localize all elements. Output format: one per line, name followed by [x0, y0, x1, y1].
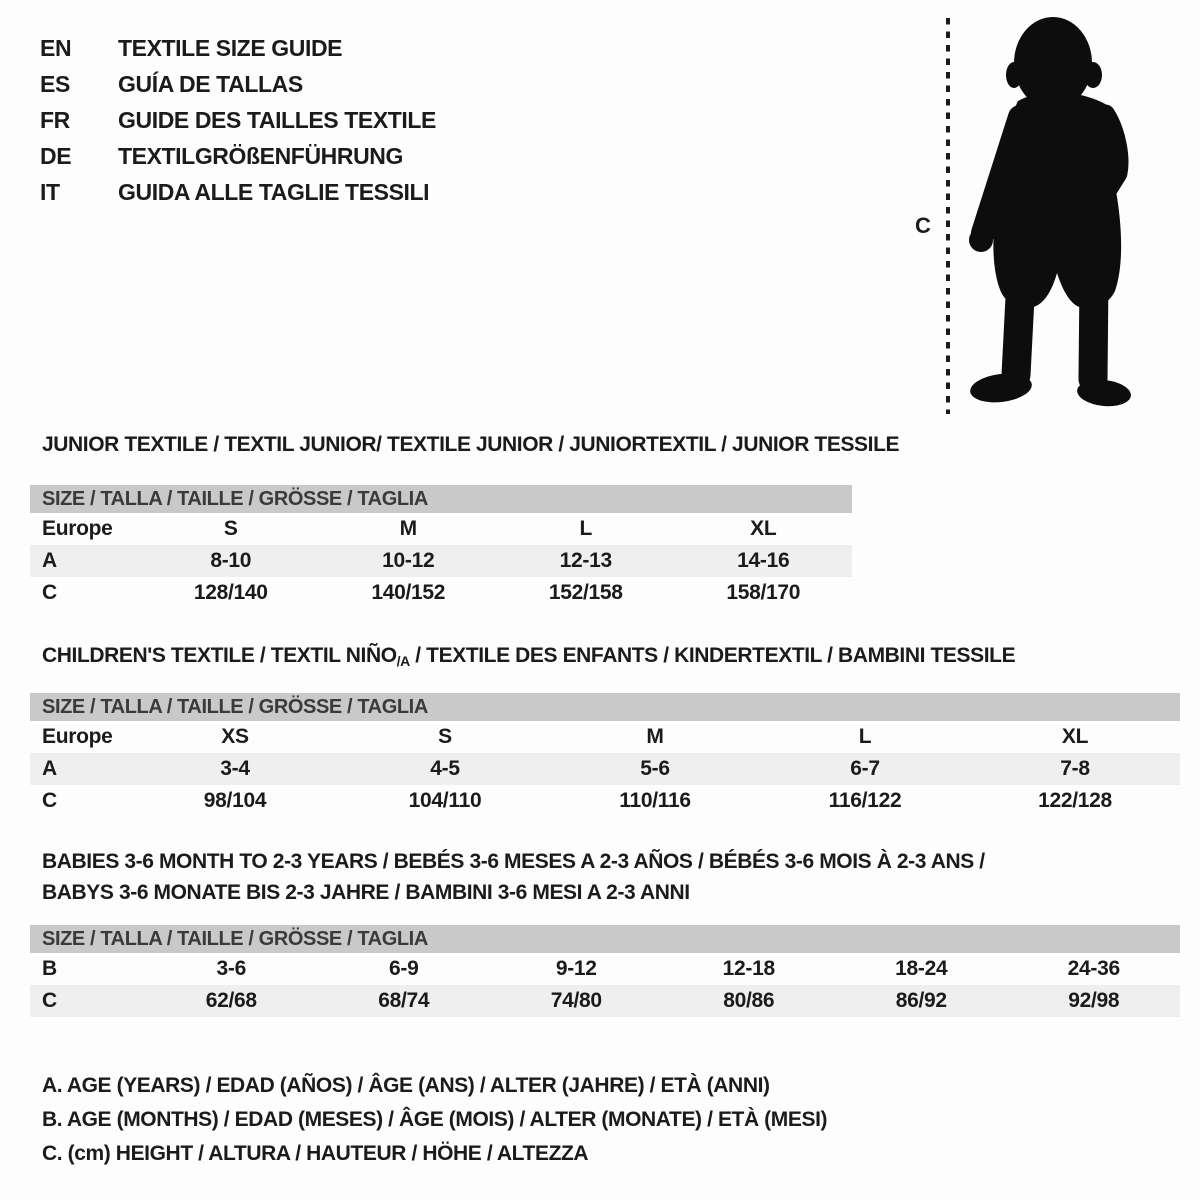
children-section-title: [42, 644, 1015, 669]
value-cell: 86/92: [895, 989, 947, 1012]
size-header-bar: SIZE / TALLA / TAILLE / GRÖSSE / TAGLIA: [30, 485, 852, 513]
size-header-bar: SIZE / TALLA / TAILLE / GRÖSSE / TAGLIA: [30, 925, 1180, 953]
language-title: TEXTILE SIZE GUIDE: [118, 34, 343, 61]
value-cell: M: [646, 725, 664, 748]
legend-note-a: A. AGE (YEARS) / EDAD (AÑOS) / ÂGE (ANS) / ALTER (JAHRE) / ETÀ (ANNI): [42, 1074, 770, 1097]
language-row: [40, 138, 436, 174]
language-code: IT: [40, 178, 60, 205]
language-row: [40, 66, 436, 102]
value-cell: 116/122: [828, 789, 902, 812]
value-cell: S: [223, 517, 238, 540]
language-row: [40, 30, 436, 66]
babies-size-table: [30, 925, 1180, 1017]
value-cell: 24-36: [1067, 957, 1120, 980]
value-cell: 6-7: [850, 757, 880, 780]
junior-size-table: [30, 485, 852, 609]
language-title-list: [40, 30, 436, 210]
value-cell: 4-5: [430, 757, 460, 780]
children-title-subscript: /A: [396, 653, 410, 669]
row-label-cell: B: [42, 957, 57, 980]
language-code: ES: [40, 70, 70, 97]
table-row: [30, 953, 1180, 985]
junior-section-title: JUNIOR TEXTILE / TEXTIL JUNIOR/ TEXTILE JUNIOR / JUNIORTEXTIL / JUNIOR TESSILE: [42, 433, 900, 456]
value-cell: M: [399, 517, 417, 540]
legend-note-b: B. AGE (MONTHS) / EDAD (MESES) / ÂGE (MOIS) / ALTER (MONATE) / ETÀ (MESI): [42, 1108, 828, 1131]
table-row: [30, 513, 852, 545]
value-cell: 74/80: [550, 989, 602, 1012]
language-code: EN: [40, 34, 72, 61]
legend-note-c: C. (cm) HEIGHT / ALTURA / HAUTEUR / HÖHE / ALTEZZA: [42, 1142, 589, 1165]
value-cell: 14-16: [737, 549, 790, 572]
row-label-cell: C: [42, 581, 57, 604]
value-cell: 98/104: [203, 789, 267, 812]
value-cell: 92/98: [1068, 989, 1120, 1012]
value-cell: 3-4: [220, 757, 250, 780]
children-title-part1: CHILDREN'S TEXTILE / TEXTIL NIÑO: [42, 644, 397, 667]
table-row: [30, 545, 852, 577]
table-row: [30, 577, 852, 609]
value-cell: 12-13: [559, 549, 612, 572]
row-label-cell: C: [42, 789, 57, 812]
row-label-cell: C: [42, 989, 57, 1012]
value-cell: 62/68: [205, 989, 257, 1012]
value-cell: 110/116: [619, 789, 691, 812]
language-code: FR: [40, 106, 70, 133]
table-row: [30, 753, 1180, 785]
value-cell: L: [579, 517, 593, 540]
language-title: GUIDA ALLE TAGLIE TESSILI: [118, 178, 430, 205]
value-cell: L: [858, 725, 872, 748]
value-cell: 80/86: [723, 989, 775, 1012]
value-cell: 7-8: [1060, 757, 1090, 780]
language-title: TEXTILGRÖßENFÜHRUNG: [118, 142, 403, 169]
value-cell: XL: [1061, 725, 1089, 748]
table-row: [30, 721, 1180, 753]
value-cell: 128/140: [193, 581, 268, 604]
size-header-bar: SIZE / TALLA / TAILLE / GRÖSSE / TAGLIA: [30, 693, 1180, 721]
value-cell: 152/158: [548, 581, 623, 604]
value-cell: XL: [750, 517, 777, 540]
language-title: GUÍA DE TALLAS: [118, 70, 303, 97]
row-label-cell: A: [42, 549, 57, 572]
value-cell: 122/128: [1038, 789, 1112, 812]
value-cell: 3-6: [216, 957, 246, 980]
value-cell: 10-12: [382, 549, 435, 572]
value-cell: 68/74: [378, 989, 430, 1012]
value-cell: S: [438, 725, 452, 748]
value-cell: 12-18: [722, 957, 775, 980]
value-cell: 8-10: [210, 549, 252, 572]
value-cell: 5-6: [640, 757, 670, 780]
value-cell: XS: [221, 725, 249, 748]
height-measure-dashed-line: [944, 16, 952, 416]
row-label-cell: Europe: [42, 517, 113, 540]
babies-section-title-line1: BABIES 3-6 MONTH TO 2-3 YEARS / BEBÉS 3-6 MESES A 2-3 AÑOS / BÉBÉS 3-6 MOIS À 2-3 ANS /: [42, 850, 985, 873]
value-cell: 158/170: [726, 581, 801, 604]
value-cell: 104/110: [408, 789, 482, 812]
value-cell: 9-12: [555, 957, 597, 980]
height-measure-label: C: [915, 213, 931, 238]
row-label-cell: Europe: [42, 725, 113, 748]
language-row: [40, 174, 436, 210]
language-row: [40, 102, 436, 138]
language-title: GUIDE DES TAILLES TEXTILE: [118, 106, 436, 133]
row-label-cell: A: [42, 757, 57, 780]
table-row: [30, 785, 1180, 817]
babies-section-title-line2: BABYS 3-6 MONATE BIS 2-3 JAHRE / BAMBINI 3-6 MESI A 2-3 ANNI: [42, 881, 690, 904]
children-title-part2: / TEXTILE DES ENFANTS / KINDERTEXTIL / BAMBINI TESSILE: [409, 644, 1016, 667]
table-row: [30, 985, 1180, 1017]
legend-notes: [42, 1069, 827, 1171]
children-size-table: [30, 693, 1180, 817]
value-cell: 140/152: [371, 581, 446, 604]
toddler-silhouette-icon: [966, 13, 1144, 419]
language-code: DE: [40, 142, 72, 169]
value-cell: 6-9: [389, 957, 419, 980]
value-cell: 18-24: [895, 957, 948, 980]
